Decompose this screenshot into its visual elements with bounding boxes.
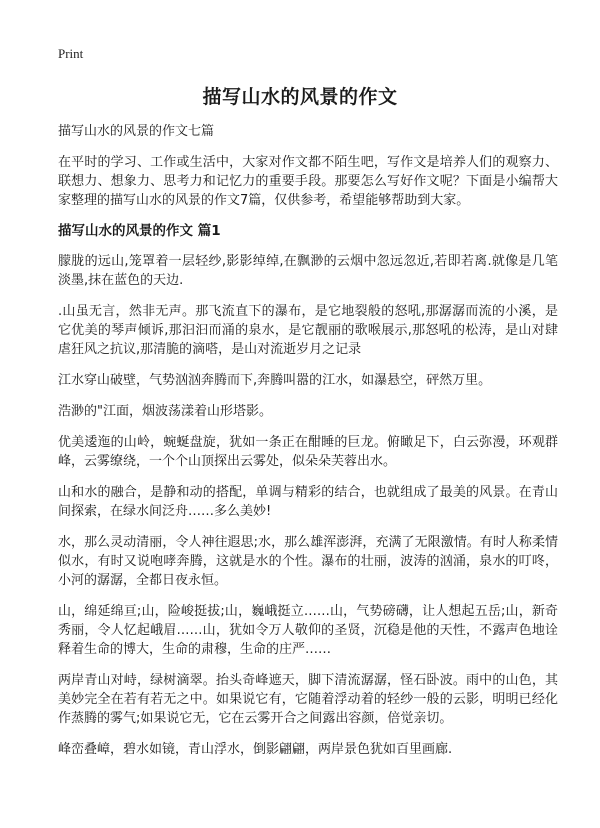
document-body [58, 123, 558, 771]
paragraph-1: 朦胧的远山,笼罩着一层轻纱,影影绰绰,在飘渺的云烟中忽远忽近,若即若离.就像是几笔淡墨,抹在蓝色的天边. [58, 254, 558, 288]
paragraph-10: 峰峦叠嶂，碧水如镜，青山浮水，倒影翩翩，两岸景色犹如百里画廊. [58, 742, 453, 757]
intro-paragraph: 在平时的学习、工作或生活中，大家对作文都不陌生吧，写作文是培养人们的观察力、联想力、想象力、思考力和记忆力的重要手段。那要怎么写好作文呢？下面是小编帮大家整理的描写山水的风景的作文7篇，仅供参考，希望能够帮助到大家。 [58, 155, 558, 208]
subtitle: 描写山水的风景的作文七篇 [58, 124, 215, 139]
print-link[interactable]: Print [58, 46, 84, 61]
section-heading: 描写山水的风景的作文 篇1 [58, 223, 221, 239]
paragraph-9: 两岸青山对峙，绿树滴翠。抬头奇峰遮天，脚下清流潺潺，怪石卧波。雨中的山色，其美妙完全在若有若无之中。如果说它有，它随着浮动着的轻纱一般的云影，明明已经化作蒸腾的雾气;如果说它无，它在云雾开合之间露出容颜，倍觉亲切。 [58, 673, 558, 726]
paragraph-3: 江水穿山破壁，气势汹汹奔腾而下,奔腾叫嚣的江水，如瀑悬空，砰然万里。 [58, 373, 492, 388]
paragraph-2: .山虽无言，然非无声。那飞流直下的瀑布，是它地裂般的怒吼,那潺潺而流的小溪，是它优美的琴声倾诉,那汩汩而涌的泉水，是它靓丽的歌喉展示,那怒吼的松涛，是山对肆虐狂风之抗议,那清脆的滴嗒，是山对流逝岁月之记录 [58, 304, 558, 357]
page-title: 描写山水的风景的作文 [202, 86, 398, 108]
paragraph-8: 山，绵延绵亘;山，险峻挺拔;山，巍峨挺立……山，气势磅礴，让人想起五岳;山，新奇秀丽，令人忆起峨眉……山，犹如令万人敬仰的圣贤，沉稳是他的天性，不露声色地诠释着生命的博大，生命的肃穆，生命的庄严…… [58, 604, 558, 657]
paragraph-5: 优美逶迤的山岭，蜿蜒盘旋，犹如一条正在酣睡的巨龙。俯瞰足下，白云弥漫，环观群峰，云雾缭绕，一个个山顶探出云雾处，似朵朵芙蓉出水。 [58, 435, 558, 469]
paragraph-6: 山和水的融合，是静和动的搭配，单调与精彩的结合，也就组成了最美的风景。在青山间探索，在绿水间泛舟……多么美妙! [58, 485, 558, 519]
paragraph-4: 浩渺的"江面，烟波荡漾着山形塔影。 [58, 404, 272, 419]
paragraph-7: 水，那么灵动清丽，令人神往遐思;水，那么雄浑澎湃，充满了无限激情。有时人称柔情似水，有时又说咆哮奔腾，这就是水的个性。瀑布的壮丽，波涛的汹涌，泉水的叮咚，小河的潺潺，全都日夜永恒。 [58, 535, 558, 588]
